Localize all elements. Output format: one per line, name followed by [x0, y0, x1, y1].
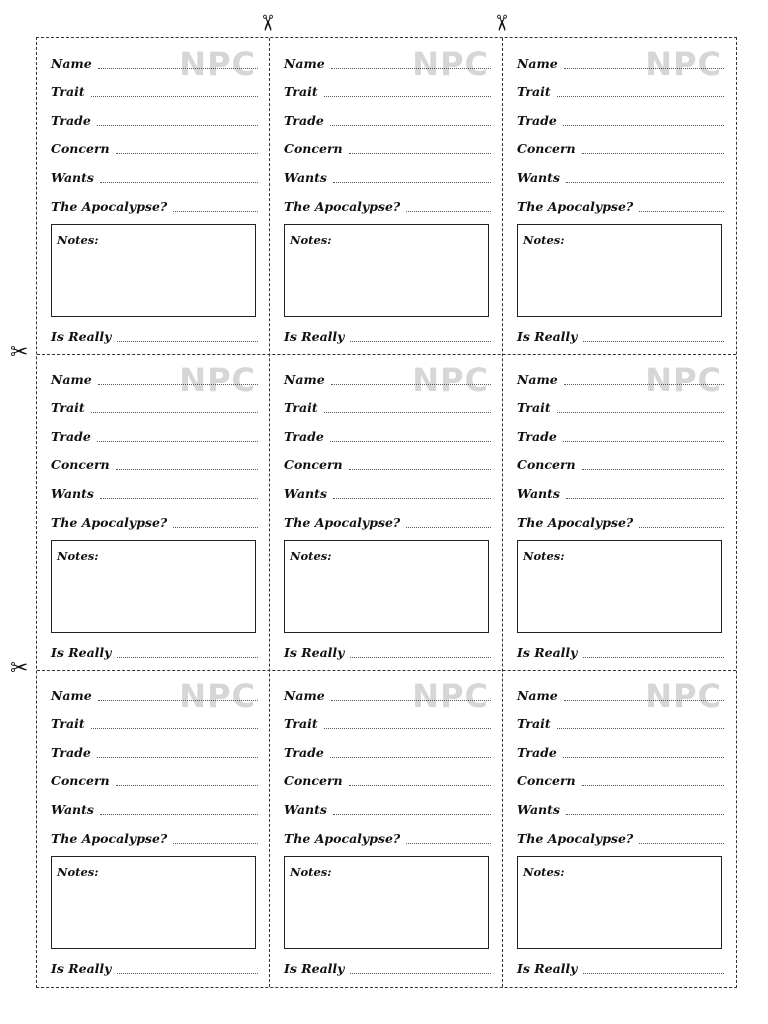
apocalypse-field-row: [517, 191, 724, 220]
concern-write-line[interactable]: [582, 469, 724, 470]
wants-write-line[interactable]: [333, 814, 491, 815]
notes-box[interactable]: [517, 540, 722, 633]
notes-box[interactable]: [517, 224, 722, 317]
is-really-field-row: [51, 954, 258, 983]
apocalypse-label: The Apocalypse?: [284, 514, 401, 530]
apocalypse-field-row: [517, 823, 724, 852]
name-write-line[interactable]: [98, 68, 258, 69]
is-really-write-line[interactable]: [117, 657, 258, 658]
apocalypse-field-row: [284, 191, 491, 220]
is-really-field-row: [517, 638, 724, 667]
trade-write-line[interactable]: [97, 441, 258, 442]
trait-field-row: [51, 77, 258, 106]
trait-write-line[interactable]: [91, 96, 258, 97]
trait-label: Trait: [517, 400, 551, 416]
concern-field-row: [517, 450, 724, 479]
concern-label: Concern: [51, 773, 110, 789]
is-really-label: Is Really: [51, 961, 112, 977]
is-really-field-row: [284, 638, 491, 667]
notes-box[interactable]: [284, 224, 489, 317]
name-label: Name: [517, 55, 558, 71]
trait-field-row: [284, 77, 491, 106]
is-really-label: Is Really: [517, 961, 578, 977]
npc-card: [37, 670, 270, 986]
apocalypse-label: The Apocalypse?: [51, 830, 168, 846]
trait-field-row: [51, 709, 258, 738]
trade-field-row: [51, 737, 258, 766]
wants-field-row: [517, 478, 724, 507]
name-write-line[interactable]: [98, 700, 258, 701]
name-label: Name: [517, 371, 558, 387]
concern-write-line[interactable]: [349, 153, 491, 154]
notes-box[interactable]: [517, 856, 722, 949]
is-really-label: Is Really: [284, 329, 345, 345]
name-write-line[interactable]: [564, 700, 724, 701]
concern-field-row: [51, 134, 258, 163]
concern-write-line[interactable]: [116, 153, 258, 154]
trait-write-line[interactable]: [91, 728, 258, 729]
concern-label: Concern: [517, 141, 576, 157]
scissors-icon: ✂: [10, 340, 29, 365]
notes-label: Notes:: [290, 864, 332, 879]
trait-label: Trait: [51, 84, 85, 100]
concern-label: Concern: [51, 457, 110, 473]
apocalypse-write-line[interactable]: [406, 843, 491, 844]
trade-label: Trade: [51, 744, 91, 760]
npc-card: [270, 670, 503, 986]
wants-write-line[interactable]: [566, 182, 724, 183]
is-really-write-line[interactable]: [117, 341, 258, 342]
is-really-field-row: [284, 954, 491, 983]
trade-field-row: [517, 421, 724, 450]
trade-field-row: [284, 105, 491, 134]
trait-label: Trait: [284, 716, 318, 732]
name-label: Name: [51, 371, 92, 387]
is-really-write-line[interactable]: [350, 973, 491, 974]
trait-label: Trait: [51, 716, 85, 732]
apocalypse-write-line[interactable]: [173, 843, 258, 844]
is-really-write-line[interactable]: [117, 973, 258, 974]
concern-write-line[interactable]: [582, 153, 724, 154]
trade-field-row: [51, 105, 258, 134]
notes-label: Notes:: [57, 232, 99, 247]
scissors-icon: ✂: [10, 656, 29, 681]
apocalypse-write-line[interactable]: [173, 211, 258, 212]
apocalypse-label: The Apocalypse?: [517, 514, 634, 530]
npc-watermark: NPC: [645, 45, 722, 83]
concern-write-line[interactable]: [582, 785, 724, 786]
concern-field-row: [517, 134, 724, 163]
apocalypse-label: The Apocalypse?: [517, 198, 634, 214]
notes-box[interactable]: [284, 540, 489, 633]
trade-label: Trade: [517, 112, 557, 128]
wants-label: Wants: [51, 169, 94, 185]
is-really-label: Is Really: [51, 329, 112, 345]
trade-write-line[interactable]: [330, 757, 491, 758]
name-label: Name: [51, 687, 92, 703]
apocalypse-write-line[interactable]: [406, 527, 491, 528]
apocalypse-field-row: [517, 507, 724, 536]
trade-field-row: [517, 105, 724, 134]
apocalypse-write-line[interactable]: [639, 211, 724, 212]
notes-box[interactable]: [51, 224, 256, 317]
npc-card: [270, 38, 503, 354]
wants-label: Wants: [284, 801, 327, 817]
trade-write-line[interactable]: [563, 757, 724, 758]
wants-write-line[interactable]: [333, 498, 491, 499]
name-field-row: [517, 364, 724, 393]
apocalypse-field-row: [51, 823, 258, 852]
wants-write-line[interactable]: [566, 498, 724, 499]
name-label: Name: [284, 55, 325, 71]
wants-label: Wants: [284, 485, 327, 501]
wants-field-row: [284, 794, 491, 823]
wants-field-row: [51, 162, 258, 191]
concern-write-line[interactable]: [116, 785, 258, 786]
is-really-label: Is Really: [517, 645, 578, 661]
is-really-field-row: [51, 322, 258, 351]
concern-label: Concern: [284, 457, 343, 473]
notes-label: Notes:: [57, 548, 99, 563]
is-really-field-row: [51, 638, 258, 667]
trait-field-row: [517, 393, 724, 422]
notes-label: Notes:: [523, 548, 565, 563]
is-really-label: Is Really: [51, 645, 112, 661]
is-really-label: Is Really: [517, 329, 578, 345]
npc-watermark: NPC: [179, 45, 256, 83]
trait-field-row: [284, 393, 491, 422]
wants-label: Wants: [284, 169, 327, 185]
trait-field-row: [517, 709, 724, 738]
trade-label: Trade: [517, 744, 557, 760]
wants-write-line[interactable]: [100, 182, 258, 183]
notes-label: Notes:: [290, 232, 332, 247]
is-really-field-row: [517, 954, 724, 983]
npc-watermark: NPC: [412, 361, 489, 399]
name-label: Name: [51, 55, 92, 71]
notes-label: Notes:: [290, 548, 332, 563]
trait-label: Trait: [517, 84, 551, 100]
npc-watermark: NPC: [412, 45, 489, 83]
is-really-write-line[interactable]: [583, 657, 724, 658]
trait-field-row: [517, 77, 724, 106]
apocalypse-label: The Apocalypse?: [284, 198, 401, 214]
trade-field-row: [284, 421, 491, 450]
trade-label: Trade: [284, 428, 324, 444]
apocalypse-write-line[interactable]: [639, 843, 724, 844]
name-write-line[interactable]: [564, 68, 724, 69]
name-write-line[interactable]: [331, 68, 491, 69]
wants-label: Wants: [517, 485, 560, 501]
npc-watermark: NPC: [412, 677, 489, 715]
scissors-icon: ✂: [254, 13, 280, 33]
npc-watermark: NPC: [645, 361, 722, 399]
concern-field-row: [284, 134, 491, 163]
wants-label: Wants: [517, 169, 560, 185]
npc-card: [503, 38, 736, 354]
wants-write-line[interactable]: [100, 498, 258, 499]
concern-write-line[interactable]: [349, 469, 491, 470]
is-really-write-line[interactable]: [583, 341, 724, 342]
concern-field-row: [517, 766, 724, 795]
npc-card: [270, 354, 503, 670]
concern-field-row: [51, 450, 258, 479]
concern-write-line[interactable]: [116, 469, 258, 470]
name-field-row: [284, 364, 491, 393]
wants-write-line[interactable]: [333, 182, 491, 183]
trade-label: Trade: [284, 744, 324, 760]
wants-label: Wants: [517, 801, 560, 817]
apocalypse-field-row: [51, 191, 258, 220]
apocalypse-field-row: [284, 823, 491, 852]
name-write-line[interactable]: [331, 700, 491, 701]
concern-field-row: [284, 766, 491, 795]
wants-write-line[interactable]: [100, 814, 258, 815]
apocalypse-label: The Apocalypse?: [51, 198, 168, 214]
name-label: Name: [517, 687, 558, 703]
is-really-write-line[interactable]: [350, 341, 491, 342]
npc-card: [37, 354, 270, 670]
is-really-field-row: [284, 322, 491, 351]
trait-write-line[interactable]: [324, 728, 491, 729]
name-field-row: [517, 48, 724, 77]
trade-write-line[interactable]: [330, 125, 491, 126]
npc-card: [503, 670, 736, 986]
trade-field-row: [517, 737, 724, 766]
notes-box[interactable]: [51, 856, 256, 949]
notes-label: Notes:: [523, 232, 565, 247]
concern-write-line[interactable]: [349, 785, 491, 786]
name-label: Name: [284, 687, 325, 703]
is-really-field-row: [517, 322, 724, 351]
name-field-row: [51, 48, 258, 77]
is-really-label: Is Really: [284, 645, 345, 661]
notes-box[interactable]: [51, 540, 256, 633]
name-field-row: [51, 364, 258, 393]
trade-label: Trade: [51, 112, 91, 128]
trade-label: Trade: [517, 428, 557, 444]
wants-write-line[interactable]: [566, 814, 724, 815]
trade-write-line[interactable]: [330, 441, 491, 442]
trait-label: Trait: [51, 400, 85, 416]
trade-field-row: [51, 421, 258, 450]
name-field-row: [284, 680, 491, 709]
trait-label: Trait: [284, 400, 318, 416]
name-write-line[interactable]: [564, 384, 724, 385]
apocalypse-field-row: [51, 507, 258, 536]
concern-label: Concern: [284, 773, 343, 789]
wants-field-row: [51, 794, 258, 823]
apocalypse-write-line[interactable]: [639, 527, 724, 528]
trade-write-line[interactable]: [97, 757, 258, 758]
trait-label: Trait: [284, 84, 318, 100]
npc-card: [37, 38, 270, 354]
npc-watermark: NPC: [645, 677, 722, 715]
npc-card: [503, 354, 736, 670]
notes-label: Notes:: [57, 864, 99, 879]
name-write-line[interactable]: [331, 384, 491, 385]
apocalypse-field-row: [284, 507, 491, 536]
trait-field-row: [284, 709, 491, 738]
trait-write-line[interactable]: [324, 96, 491, 97]
trait-write-line[interactable]: [91, 412, 258, 413]
apocalypse-label: The Apocalypse?: [51, 514, 168, 530]
trait-write-line[interactable]: [557, 412, 724, 413]
is-really-write-line[interactable]: [583, 973, 724, 974]
wants-field-row: [284, 162, 491, 191]
concern-field-row: [284, 450, 491, 479]
name-field-row: [284, 48, 491, 77]
npc-card-sheet: [36, 37, 737, 988]
trade-label: Trade: [284, 112, 324, 128]
concern-label: Concern: [284, 141, 343, 157]
wants-field-row: [517, 794, 724, 823]
wants-field-row: [284, 478, 491, 507]
concern-label: Concern: [517, 457, 576, 473]
name-field-row: [517, 680, 724, 709]
wants-field-row: [517, 162, 724, 191]
trade-field-row: [284, 737, 491, 766]
trait-write-line[interactable]: [557, 728, 724, 729]
trait-write-line[interactable]: [324, 412, 491, 413]
wants-field-row: [51, 478, 258, 507]
trait-label: Trait: [517, 716, 551, 732]
name-field-row: [51, 680, 258, 709]
wants-label: Wants: [51, 485, 94, 501]
apocalypse-label: The Apocalypse?: [284, 830, 401, 846]
notes-label: Notes:: [523, 864, 565, 879]
name-write-line[interactable]: [98, 384, 258, 385]
npc-watermark: NPC: [179, 677, 256, 715]
is-really-label: Is Really: [284, 961, 345, 977]
trade-write-line[interactable]: [563, 441, 724, 442]
is-really-write-line[interactable]: [350, 657, 491, 658]
apocalypse-write-line[interactable]: [173, 527, 258, 528]
trait-write-line[interactable]: [557, 96, 724, 97]
name-label: Name: [284, 371, 325, 387]
trait-field-row: [51, 393, 258, 422]
wants-label: Wants: [51, 801, 94, 817]
apocalypse-label: The Apocalypse?: [517, 830, 634, 846]
trade-label: Trade: [51, 428, 91, 444]
scissors-icon: ✂: [488, 13, 514, 33]
apocalypse-write-line[interactable]: [406, 211, 491, 212]
trade-write-line[interactable]: [97, 125, 258, 126]
concern-label: Concern: [51, 141, 110, 157]
npc-watermark: NPC: [179, 361, 256, 399]
concern-field-row: [51, 766, 258, 795]
trade-write-line[interactable]: [563, 125, 724, 126]
notes-box[interactable]: [284, 856, 489, 949]
concern-label: Concern: [517, 773, 576, 789]
